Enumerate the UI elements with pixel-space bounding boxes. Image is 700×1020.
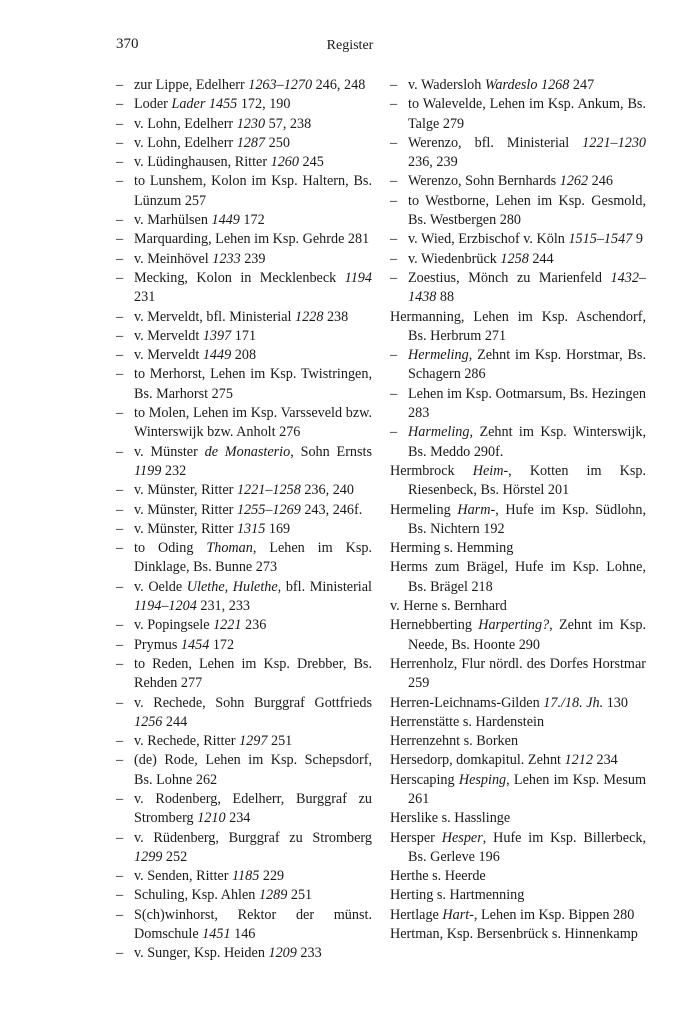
index-entry: [116, 520, 372, 539]
entry-text: , Zehnt im Ksp. Winterswijk, Bs. Meddo 290f.: [408, 424, 646, 460]
entry-text-italic: Wardeslo 1268: [484, 77, 570, 93]
entry-text-italic: 1230: [236, 115, 266, 132]
entry-dash: –: [116, 906, 124, 923]
entry-text: 247: [569, 77, 595, 93]
entry-text: 146: [230, 926, 256, 943]
entry-dash: –: [116, 636, 124, 653]
entry-text-italic: 1449: [211, 212, 240, 229]
index-entry: [390, 886, 646, 905]
entry-text: 208: [231, 347, 257, 364]
entry-text: 243, 246f.: [300, 501, 363, 518]
entry-dash: –: [390, 250, 398, 267]
index-entry: [116, 346, 372, 365]
entry-text: 238: [323, 308, 349, 325]
entry-text-italic: 1194: [344, 269, 372, 286]
entry-dash: –: [116, 887, 124, 904]
entry-text-italic: Heim-: [472, 462, 509, 479]
entry-text: Zoestius, Mönch zu Marienfeld: [408, 269, 611, 286]
index-entry: [116, 404, 372, 443]
index-entry: [116, 308, 372, 327]
index-entry: [116, 230, 372, 249]
index-entry: [116, 944, 372, 963]
entry-text: Herthe s. Heerde: [390, 868, 486, 885]
entry-text: 239: [240, 250, 266, 267]
entry-text-italic: 1185: [231, 868, 260, 885]
entry-text-italic: 1315: [236, 520, 266, 537]
index-entry: [390, 95, 646, 134]
index-entry: [390, 76, 646, 95]
index-entry: [390, 346, 646, 385]
index-entry: [390, 694, 646, 713]
entry-text-italic: 1263–1270: [248, 77, 313, 93]
entry-dash: –: [116, 115, 124, 132]
entry-text: v. Rüdenberg, Burggraf zu Stromberg: [134, 829, 372, 846]
entry-text: Herslike s. Hasslinge: [390, 810, 511, 827]
entry-text: v. Herne s. Bernhard: [390, 598, 507, 615]
entry-text: v. Lohn, Edelherr: [134, 134, 237, 151]
index-entry: [390, 732, 646, 751]
entry-text-italic: 1228: [295, 308, 324, 325]
entry-text: v. Rechede, Ritter: [134, 733, 240, 750]
index-entry: [116, 655, 372, 694]
entry-text: to Reden, Lehen im Ksp. Drebber, Bs. Rehden 277: [134, 655, 372, 692]
index-entry: [116, 732, 372, 751]
index-entry: [116, 327, 372, 346]
entry-text-italic: 1287: [236, 134, 266, 151]
index-column-left: [116, 76, 372, 964]
entry-text: v. Merveldt, bfl. Ministerial: [134, 308, 296, 325]
index-entry: [116, 790, 372, 829]
entry-text-italic: 17./18. Jh.: [543, 694, 604, 711]
entry-text-italic: Hesper: [441, 829, 483, 846]
entry-dash: –: [116, 154, 124, 171]
index-entry: [390, 867, 646, 886]
entry-text: to Merhorst, Lehen im Ksp. Twistringen, Bs. Marhorst 275: [134, 366, 372, 402]
entry-text: , Sohn Ernsts: [290, 443, 372, 460]
entry-dash: –: [116, 520, 124, 537]
entry-text: , bfl. Ministerial: [277, 578, 372, 595]
index-entry: [116, 269, 372, 308]
entry-text-italic: 1299: [134, 848, 163, 865]
index-entry: [390, 616, 646, 655]
entry-text: 233: [296, 945, 322, 962]
entry-text: Marquarding, Lehen im Ksp. Gehrde 281: [134, 231, 370, 248]
entry-dash: –: [116, 733, 124, 750]
entry-text: Herting s. Hartmenning: [390, 887, 525, 904]
entry-text: Hersper: [390, 829, 442, 846]
entry-text: 130: [603, 694, 628, 711]
index-entry: [116, 886, 372, 905]
entry-text: to Oding: [134, 540, 207, 557]
entry-text: , Zehnt im Ksp. Neede, Bs. Hoonte 290: [408, 617, 646, 653]
entry-text-italic: 1199: [134, 462, 162, 479]
entry-text: 250: [265, 134, 290, 151]
index-entry: [390, 829, 646, 868]
entry-text-italic: 1221–1258: [236, 482, 301, 499]
entry-text: Herrenholz, Flur nördl. des Dorfes Horstmar 259: [390, 655, 646, 692]
entry-dash: –: [116, 96, 124, 113]
index-entry: [390, 230, 646, 249]
entry-text: Herren-Leichnams-Gilden: [390, 694, 544, 711]
entry-dash: –: [390, 231, 398, 248]
entry-dash: –: [390, 347, 398, 364]
index-entry: [390, 809, 646, 828]
entry-dash: –: [390, 96, 398, 113]
index-entry: [390, 539, 646, 558]
entry-dash: –: [116, 578, 124, 595]
entry-text-italic: 1258: [500, 250, 529, 267]
index-entry: [116, 153, 372, 172]
entry-text: 244: [528, 250, 554, 267]
entry-dash: –: [116, 868, 124, 885]
entry-dash: –: [116, 173, 124, 190]
entry-text: to Molen, Lehen im Ksp. Varsseveld bzw. Winterswijk bzw. Anholt 276: [134, 405, 372, 441]
entry-text: 57, 238: [265, 115, 312, 132]
entry-text: Hernebberting: [390, 617, 479, 634]
index-column-right: [390, 76, 646, 944]
entry-text: 88: [436, 289, 455, 306]
entry-text-italic: 1221: [213, 617, 242, 634]
entry-text: to Westborne, Lehen im Ksp. Gesmold, Bs. Westbergen 280: [408, 192, 646, 229]
index-entry: [390, 558, 646, 597]
entry-dash: –: [116, 501, 124, 518]
entry-text: 232: [161, 462, 187, 479]
entry-text: 172: [209, 636, 235, 653]
entry-text-italic: 1397: [202, 327, 232, 344]
entry-dash: –: [390, 173, 398, 190]
entry-text-italic: Hermeling: [408, 347, 469, 364]
entry-text: 169: [265, 520, 291, 537]
entry-text: to Lunshem, Kolon im Ksp. Haltern, Bs. Lünzum 257: [134, 173, 372, 209]
entry-text-italic: Hesping: [458, 771, 507, 788]
entry-dash: –: [116, 231, 124, 248]
entry-dash: –: [390, 269, 398, 286]
index-entry: [390, 134, 646, 173]
entry-dash: –: [116, 134, 124, 151]
index-entry: [390, 925, 646, 944]
entry-text: 172: [239, 212, 265, 229]
entry-text-italic: 1515–1547: [568, 231, 633, 248]
entry-text: Hermbrock: [390, 462, 473, 479]
index-entry: [390, 385, 646, 424]
entry-dash: –: [116, 540, 124, 557]
entry-text: 251: [267, 733, 293, 750]
index-entry: [116, 95, 372, 114]
entry-text-italic: Lader 1455: [171, 96, 238, 113]
entry-dash: –: [116, 482, 124, 499]
index-entry: [116, 906, 372, 945]
entry-text-italic: Ulethe, Hulethe: [186, 578, 278, 595]
index-entry: [390, 906, 646, 925]
entry-text-italic: 1233: [212, 250, 241, 267]
entry-text: v. Senden, Ritter: [134, 868, 232, 885]
entry-text: v. Lohn, Edelherr: [134, 115, 237, 132]
entry-text: v. Münster, Ritter: [134, 520, 237, 537]
entry-text: Loder: [134, 96, 172, 113]
entry-text: Herrenstätte s. Hardenstein: [390, 713, 545, 730]
index-entry: [116, 250, 372, 269]
index-entry: [116, 578, 372, 617]
entry-text-italic: Harm-: [457, 501, 496, 518]
index-entry: [390, 597, 646, 616]
entry-text-italic: 1212: [564, 752, 593, 769]
index-entry: [116, 501, 372, 520]
entry-text: v. Marhülsen: [134, 212, 212, 229]
entry-text-italic: 1256: [134, 713, 163, 730]
entry-dash: –: [116, 405, 124, 422]
index-entry: [116, 481, 372, 500]
entry-dash: –: [390, 192, 398, 209]
entry-text: 245: [298, 154, 324, 171]
entry-dash: –: [116, 655, 124, 672]
entry-text-italic: Harperting?: [478, 617, 550, 634]
entry-text: 252: [162, 848, 188, 865]
entry-text-italic: 1262: [559, 173, 589, 190]
entry-text: v. Wiedenbrück: [408, 250, 501, 267]
entry-text-italic: 1210: [197, 810, 226, 827]
entry-text-italic: 1454: [180, 636, 210, 653]
entry-text-italic: 1451: [202, 926, 231, 943]
entry-text: 236: [241, 617, 267, 634]
entry-text: v. Oelde: [134, 578, 187, 595]
entry-text: Hertlage: [390, 906, 443, 923]
entry-text: 231: [134, 289, 156, 306]
entry-text: Herms zum Brägel, Hufe im Ksp. Lohne, Bs. Brägel 218: [390, 559, 646, 595]
entry-text: 9: [632, 231, 643, 248]
entry-text: 236, 240: [300, 482, 354, 499]
index-entry: [116, 867, 372, 886]
entry-text-italic: 1194–1204: [134, 598, 197, 615]
entry-text: 171: [231, 327, 257, 344]
index-entry: [390, 501, 646, 540]
entry-dash: –: [390, 424, 398, 441]
entry-text: Herrenzehnt s. Borken: [390, 733, 519, 750]
entry-text: Hertman, Ksp. Bersenbrück s. Hinnenkamp: [390, 926, 638, 943]
entry-text-italic: 1297: [239, 733, 268, 750]
entry-dash: –: [116, 945, 124, 962]
entry-text: , Lehen im Ksp. Bippen 280: [473, 906, 635, 923]
entry-text: 172, 190: [237, 96, 291, 113]
entry-text: v. Wadersloh: [408, 77, 485, 93]
entry-dash: –: [116, 250, 124, 267]
entry-text: , Lehen im Ksp. Dinklage, Bs. Bunne 273: [134, 540, 372, 576]
entry-text-italic: 1255–1269: [236, 501, 301, 518]
entry-text: Hermanning, Lehen im Ksp. Aschendorf, Bs. Herbrum 271: [390, 308, 646, 344]
index-entry: [116, 694, 372, 733]
entry-text: 244: [162, 713, 188, 730]
index-entry: [116, 115, 372, 134]
entry-text: v. Lüdinghausen, Ritter: [134, 154, 271, 171]
entry-dash: –: [116, 212, 124, 229]
index-entry: [390, 462, 646, 501]
entry-text: v. Münster: [134, 443, 205, 460]
entry-text: Herming s. Hemming: [390, 540, 514, 557]
entry-text: v. Münster, Ritter: [134, 501, 237, 518]
entry-text: 231, 233: [196, 598, 250, 615]
entry-text: 236, 239: [408, 154, 458, 171]
entry-text: v. Meinhövel: [134, 250, 213, 267]
index-entry: [390, 172, 646, 191]
entry-dash: –: [390, 77, 398, 93]
entry-text: Hermeling: [390, 501, 458, 518]
index-entry: [116, 636, 372, 655]
entry-text-italic: 1221–1230: [582, 134, 646, 151]
index-entry: [116, 134, 372, 153]
entry-text: zur Lippe, Edelherr: [134, 77, 249, 93]
entry-dash: –: [116, 443, 124, 460]
entry-text: Werenzo, Sohn Bernhards: [408, 173, 560, 190]
entry-text: , Zehnt im Ksp. Horstmar, Bs. Schagern 286: [408, 347, 646, 383]
entry-text: v. Rodenberg, Edelherr, Burggraf zu Stromberg: [134, 790, 372, 827]
entry-text: v. Merveldt: [134, 347, 203, 364]
entry-text: S(ch)winhorst, Rektor der münst. Domschule: [134, 906, 372, 943]
entry-text: v. Popingsele: [134, 617, 214, 634]
entry-text-italic: 1209: [268, 945, 297, 962]
entry-text: 246, 248: [312, 77, 366, 93]
entry-dash: –: [116, 269, 124, 286]
index-entry: [116, 211, 372, 230]
entry-text: Mecking, Kolon in Mecklenbeck: [134, 269, 345, 286]
entry-text: v. Münster, Ritter: [134, 482, 237, 499]
index-entry: [116, 616, 372, 635]
entry-text: Lehen im Ksp. Ootmarsum, Bs. Hezingen 283: [408, 385, 646, 422]
index-entry: [390, 771, 646, 810]
entry-dash: –: [116, 829, 124, 846]
entry-dash: –: [116, 617, 124, 634]
entry-text-italic: 1289: [258, 887, 288, 904]
entry-text-italic: Thoman: [206, 540, 253, 557]
entry-text: Schuling, Ksp. Ahlen: [134, 887, 259, 904]
running-head: Register: [326, 38, 374, 53]
entry-text-italic: Hart-: [442, 906, 474, 923]
entry-text: 229: [259, 868, 285, 885]
entry-dash: –: [116, 752, 124, 769]
entry-text: v. Merveldt: [134, 327, 203, 344]
entry-text: 246: [588, 173, 613, 190]
entry-text: 234: [225, 810, 251, 827]
entry-text: Herscaping: [390, 771, 459, 788]
entry-text: to Walevelde, Lehen im Ksp. Ankum, Bs. Talge 279: [408, 96, 646, 132]
entry-text: , Lehen im Ksp. Mesum 261: [408, 771, 646, 807]
index-entry: [390, 655, 646, 694]
entry-dash: –: [116, 327, 124, 344]
index-entry: [390, 250, 646, 269]
entry-text: , Hufe im Ksp. Südlohn, Bs. Nichtern 192: [408, 501, 647, 537]
entry-text: , Hufe im Ksp. Billerbeck, Bs. Gerleve 196: [408, 829, 647, 865]
entry-text: v. Wied, Erzbischof v. Köln: [408, 231, 569, 248]
entry-text-italic: 1260: [270, 154, 299, 171]
index-entry: [116, 539, 372, 578]
index-entry: [390, 308, 646, 347]
entry-text: , Kotten im Ksp. Riesenbeck, Bs. Hörstel 201: [408, 462, 646, 499]
entry-text-italic: Harmeling: [408, 424, 470, 441]
index-entry: [390, 269, 646, 308]
entry-dash: –: [116, 308, 124, 325]
entry-text: v. Sunger, Ksp. Heiden: [134, 945, 269, 962]
index-entry: [116, 751, 372, 790]
entry-text: v. Rechede, Sohn Burggraf Gottfrieds: [134, 694, 372, 711]
entry-dash: –: [390, 134, 398, 151]
entry-dash: –: [116, 347, 124, 364]
entry-text: 234: [592, 752, 618, 769]
entry-text: Werenzo, bfl. Ministerial: [408, 134, 583, 151]
entry-dash: –: [116, 366, 124, 383]
index-entry: [390, 713, 646, 732]
page-number: 370: [116, 36, 139, 52]
index-entry: [116, 76, 372, 95]
index-entry: [116, 829, 372, 868]
index-entry: [116, 443, 372, 482]
entry-text: Hersedorp, domkapitul. Zehnt: [390, 752, 565, 769]
entry-text: Prymus: [134, 636, 181, 653]
index-entry: [390, 423, 646, 462]
index-entry: [116, 365, 372, 404]
index-entry: [116, 172, 372, 211]
index-entry: [390, 192, 646, 231]
entry-dash: –: [116, 77, 124, 93]
entry-dash: –: [116, 790, 124, 807]
entry-text: (de) Rode, Lehen im Ksp. Schepsdorf, Bs. Lohne 262: [134, 752, 372, 788]
entry-text-italic: de Monasterio: [204, 443, 291, 460]
entry-text-italic: 1449: [202, 347, 232, 364]
entry-text-italic: 1432–1438: [408, 269, 646, 306]
entry-dash: –: [116, 694, 124, 711]
index-entry: [390, 751, 646, 770]
entry-text: 251: [287, 887, 313, 904]
entry-dash: –: [390, 385, 398, 402]
